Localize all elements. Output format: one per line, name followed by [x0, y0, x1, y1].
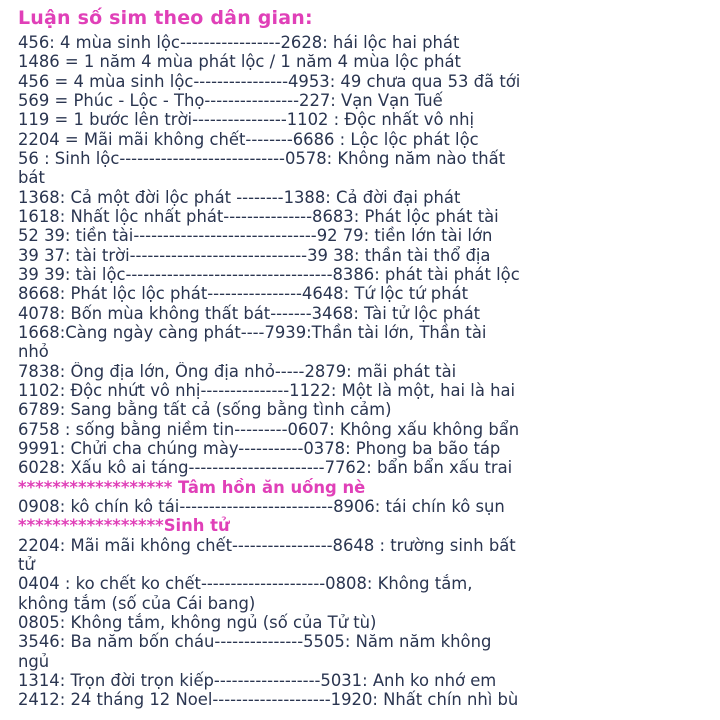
text-line: không tắm (số của Cái bang): [18, 593, 256, 613]
text-line: 0908: kô chín kô tái--------------------------8906: tái chín kô sụn: [18, 496, 505, 516]
text-line: 56 : Sinh lộc----------------------------0578: Không năm nào thất: [18, 148, 506, 168]
text-line: 9991: Chửi cha chúng mày-----------0378: Phong ba bão táp: [18, 438, 501, 458]
text-line: 456: 4 mùa sinh lộc-----------------2628: hái lộc hai phát: [18, 33, 460, 52]
text-line: 456 = 4 mùa sinh lộc----------------4953: 49 chưa qua 53 đã tới: [18, 71, 521, 91]
page-title: Luận số sim theo dân gian:: [18, 7, 313, 29]
text-line: 6758 : sống bằng niềm tin---------0607: Không xấu không bẩn: [18, 419, 520, 439]
text-line: 39 39: tài lộc-----------------------------------8386: phát tài phát lộc: [18, 264, 520, 284]
text-line: 1486 = 1 năm 4 mùa phát lộc / 1 năm 4 mùa lộc phát: [18, 52, 461, 72]
text-line: nhỏ: [18, 342, 49, 362]
text-line: 2412: 24 tháng 12 Noel--------------------1920: Nhất chín nhì bù: [18, 690, 519, 710]
text-line: ngủ: [18, 651, 50, 671]
text-line: 52 39: tiền tài-------------------------------92 79: tiền lớn tài lớn: [18, 226, 493, 246]
text-line: 0805: Không tắm, không ngủ (số của Tử tù): [18, 612, 377, 632]
text-line: 1314: Trọn đời trọn kiếp------------------5031: Anh ko nhớ em: [18, 670, 497, 690]
text-line: 6789: Sang bằng tất cả (sống bằng tình cảm): [18, 400, 392, 420]
text-line: 6028: Xấu kô ai táng-----------------------7762: bẩn bẩn xấu trai: [18, 458, 513, 478]
text-line: 1368: Cả một đời lộc phát --------1388: Cả đời đại phát: [18, 187, 461, 207]
section-heading: *****************Sinh tử: [18, 516, 230, 536]
text-line: bát: [18, 168, 45, 188]
text-line: 39 37: tài trời------------------------------39 38: thần tài thổ địa: [18, 245, 491, 265]
text-line: 119 = 1 bước lên trời----------------1102 : Độc nhất vô nhị: [18, 110, 475, 130]
text-line: 4078: Bốn mùa không thất bát-------3468: Tài tử lộc phát: [18, 303, 481, 323]
text-line: 1618: Nhất lộc nhất phát---------------8683: Phát lộc phát tài: [18, 206, 499, 226]
text-line: 3546: Ba năm bốn cháu---------------5505: Năm năm không: [18, 632, 492, 652]
text-line: 2204 = Mãi mãi không chết--------6686 : Lộc lộc phát lộc: [18, 129, 479, 149]
text-line: tử: [18, 554, 35, 574]
text-line: 0404 : ko chết ko chết---------------------0808: Không tắm,: [18, 574, 473, 594]
text-line: 7838: Ông địa lớn, Ông địa nhỏ-----2879: mãi phát tài: [18, 361, 457, 381]
text-line: 1668:Càng ngày càng phát----7939:Thần tài lớn, Thần tài: [18, 322, 487, 342]
text-line: 2204: Mãi mãi không chết-----------------8648 : trường sinh bất: [18, 535, 516, 555]
section-heading: ****************** Tâm hồn ăn uống nè: [18, 477, 366, 497]
text-line: 8668: Phát lộc lộc phát----------------4648: Tứ lộc tứ phát: [18, 284, 469, 304]
text-line: 569 = Phúc - Lộc - Thọ----------------227: Vạn Vạn Tuế: [18, 90, 443, 110]
text-line: 1102: Độc nhứt vô nhị---------------1122: Một là một, hai là hai: [18, 380, 516, 400]
text-lines: [18, 33, 720, 709]
